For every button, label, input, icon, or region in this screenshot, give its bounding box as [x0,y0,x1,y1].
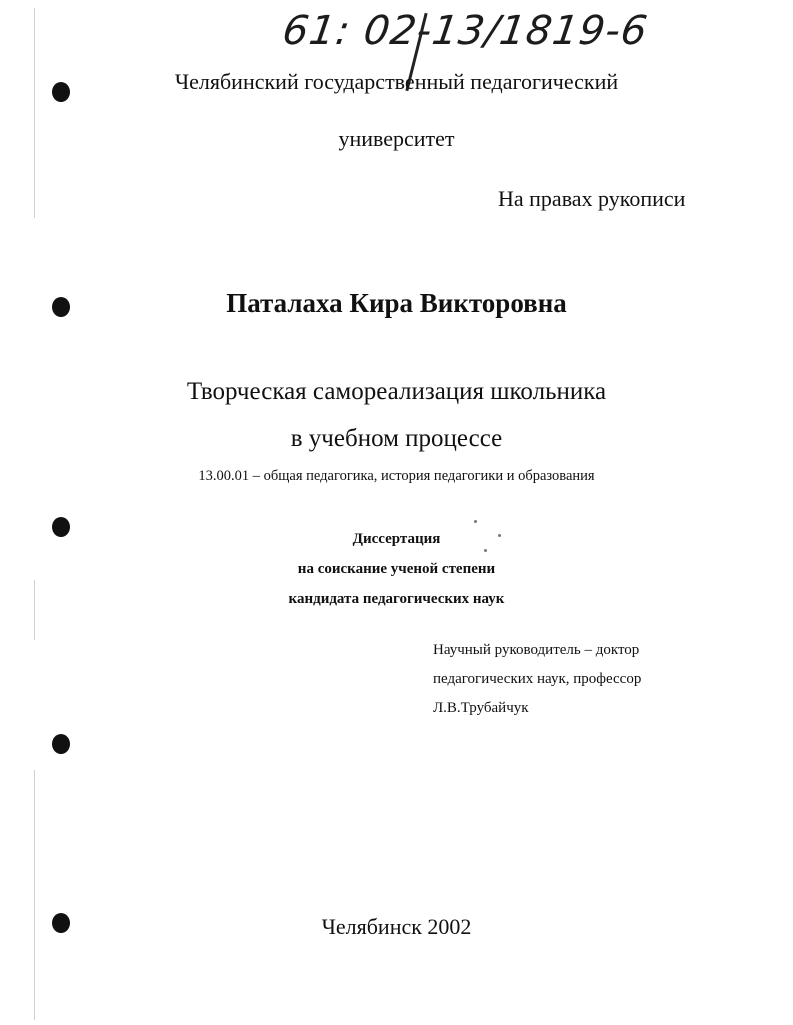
degree-line-3: кандидата педагогических наук [288,591,505,607]
city-and-year: Челябинск 2002 [321,914,472,939]
title-line-1: Творческая самореализация школьника [186,378,607,405]
scan-speck [498,534,501,537]
dissertation-title [0,376,793,454]
punch-hole [52,734,70,754]
scan-speck [474,520,477,523]
degree-line-1: Диссертация [352,531,441,547]
archive-number-handwritten: 61: 02-13/1819-6 [279,8,651,54]
supervisor-name: Л.В.Трубайчук [433,700,529,716]
degree-statement [0,524,793,614]
supervisor-line-1: Научный руководитель – доктор [433,642,640,658]
university-line-2: университет [338,126,455,151]
title-line-2: в учебном процессе [290,425,503,452]
university-name [0,70,793,151]
university-line-1: Челябинский государственный педагогический [174,69,619,94]
degree-line-2: на соискание ученой степени [297,561,496,577]
supervisor-line-2: педагогических наук, профессор [433,671,642,687]
scan-margin-line [34,770,35,1020]
specialty-code: 13.00.01 – общая педагогика, история педагогики и образования [198,468,595,484]
scientific-supervisor [433,636,701,723]
manuscript-rights-note: На правах рукописи [498,186,686,211]
author-name: Паталаха Кира Викторовна [226,288,567,318]
scan-speck [484,549,487,552]
